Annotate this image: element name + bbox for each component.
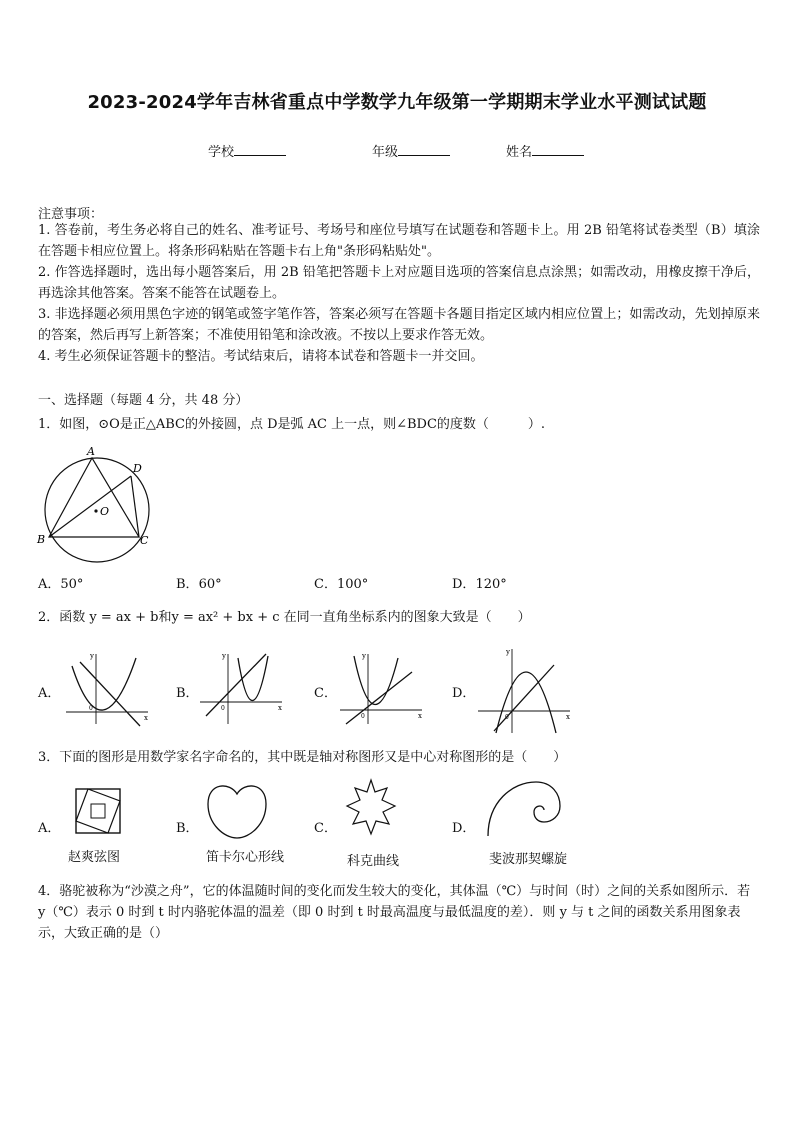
option-key: C． — [314, 577, 337, 592]
origin-label: 0 — [221, 705, 225, 712]
q3-option-c[interactable]: C． — [314, 821, 337, 836]
note-item: 2. 作答选择题时，选出每小题答案后，用 2B 铅笔把答题卡上对应题目选项的答案信息点涂黑；如需改动，用橡皮擦干净后，再选涂其他答案。答案不能答在试题卷上。 — [38, 265, 760, 301]
option-value: 60° — [198, 577, 222, 592]
q2-graph-a — [62, 648, 152, 728]
axis-y-label: y — [362, 652, 366, 660]
axis-x-label: x — [418, 712, 422, 720]
name-blank — [532, 143, 584, 156]
q1-option-b[interactable] — [176, 573, 222, 592]
q3-caption-b: 笛卡尔心形线 — [205, 850, 284, 865]
koch-snowflake-figure — [344, 778, 398, 844]
label-d: D — [133, 462, 142, 475]
label-a: A — [87, 445, 95, 458]
center-point — [94, 509, 97, 512]
option-value: 100° — [336, 577, 369, 592]
axis-x-label: x — [566, 713, 570, 721]
q3-caption-a: 赵爽弦图 — [67, 850, 120, 865]
grade-blank — [398, 143, 450, 156]
q1-option-a[interactable] — [38, 573, 83, 592]
note-item: 3. 非选择题必须用黑色字迹的钢笔或签字笔作答，答案必须写在答题卡各题目指定区域内相应位置上；如需改动，先划掉原来的答案，然后再写上新答案；不准使用铅笔和涂改液。不按以上要求作答无效。 — [38, 307, 760, 343]
cardioid-figure — [206, 780, 268, 840]
label-c: C — [140, 534, 149, 547]
axis-x-label: x — [144, 714, 148, 722]
option-value: 120° — [475, 577, 507, 592]
q3-caption-c: 科克曲线 — [346, 854, 399, 869]
q1-option-d[interactable] — [452, 573, 507, 592]
grade-label: 年级 — [372, 145, 399, 160]
question-4-text: 4．骆驼被称为“沙漠之舟”，它的体温随时间的变化而发生较大的变化，其体温（℃）与时间（时）之间的关系如图所示．若 y（℃）表示 0 时到 t 时内骆驼体温的温差（即 0 时到 t 时最高温度与最低温度的差）．则 y 与 t 之间的函数关系用图象表示，大致正确的是（） — [38, 884, 751, 941]
q2-graph-d — [474, 645, 574, 737]
q3-option-b[interactable]: B． — [176, 821, 199, 836]
school-blank — [234, 143, 286, 156]
segment-bd — [49, 476, 131, 537]
exam-title: 2023-2024学年吉林省重点中学数学九年级第一学期期末学业水平测试试题 — [87, 92, 707, 113]
option-value: 50° — [60, 577, 84, 592]
question-3-text: 3．下面的图形是用数学家名字命名的，其中既是轴对称图形又是中心对称图形的是（ ） — [38, 750, 567, 765]
question-1-text: 1．如图，⊙O是正△ABC的外接圆，点 D是弧 AC 上一点，则∠BDC的度数（ ）. — [38, 417, 546, 432]
origin-label: 0 — [505, 714, 509, 721]
circle-triangle-figure — [34, 444, 164, 566]
q3-option-d[interactable]: D． — [452, 821, 476, 836]
note-item: 1. 答卷前，考生务必将自己的姓名、准考证号、考场号和座位号填写在试题卷和答题卡上。用 2B 铅笔将试卷类型（B）填涂在答题卡相应位置上。将条形码粘贴在答题卡右上角"条形码粘贴处"。 — [38, 223, 760, 259]
triangle-abc — [49, 458, 139, 537]
question-2-text: 2．函数 y = ax + b和y = ax² + bx + c 在同一直角坐标系内的图象大致是（ ） — [38, 610, 531, 625]
name-field — [506, 141, 584, 160]
axis-y-label: y — [506, 648, 510, 656]
q2-option-c[interactable]: C． — [314, 686, 337, 701]
origin-label: 0 — [361, 713, 365, 720]
origin-label: 0 — [89, 705, 93, 712]
q2-graph-b — [196, 648, 286, 728]
q2-option-a[interactable]: A． — [38, 686, 61, 701]
q2-option-b[interactable]: B． — [176, 686, 199, 701]
q3-caption-d: 斐波那契螺旋 — [488, 852, 567, 867]
q1-option-c[interactable] — [314, 573, 368, 592]
segment-dc — [131, 476, 139, 537]
option-key: B． — [176, 577, 199, 592]
option-key: D． — [452, 577, 476, 592]
grade-field — [372, 141, 450, 160]
axis-y-label: y — [222, 652, 226, 660]
q3-option-a[interactable]: A． — [38, 821, 61, 836]
q2-option-d[interactable]: D． — [452, 686, 476, 701]
label-b: B — [37, 533, 46, 546]
axis-y-label: y — [90, 652, 94, 660]
name-label: 姓名 — [506, 145, 533, 160]
axis-x-label: x — [278, 704, 282, 712]
zhaoshuang-figure — [74, 787, 122, 835]
fibonacci-spiral-figure — [484, 778, 564, 840]
option-key: A． — [38, 577, 61, 592]
q2-graph-c — [336, 648, 426, 728]
section-heading: 一、选择题（每题 4 分，共 48 分） — [38, 393, 249, 408]
school-label: 学校 — [208, 145, 235, 160]
school-field — [208, 141, 286, 160]
note-item: 4. 考生必须保证答题卡的整洁。考试结束后，请将本试卷和答题卡一并交回。 — [38, 349, 484, 364]
label-o: O — [100, 505, 110, 518]
notes-heading: 注意事项： — [38, 207, 104, 222]
